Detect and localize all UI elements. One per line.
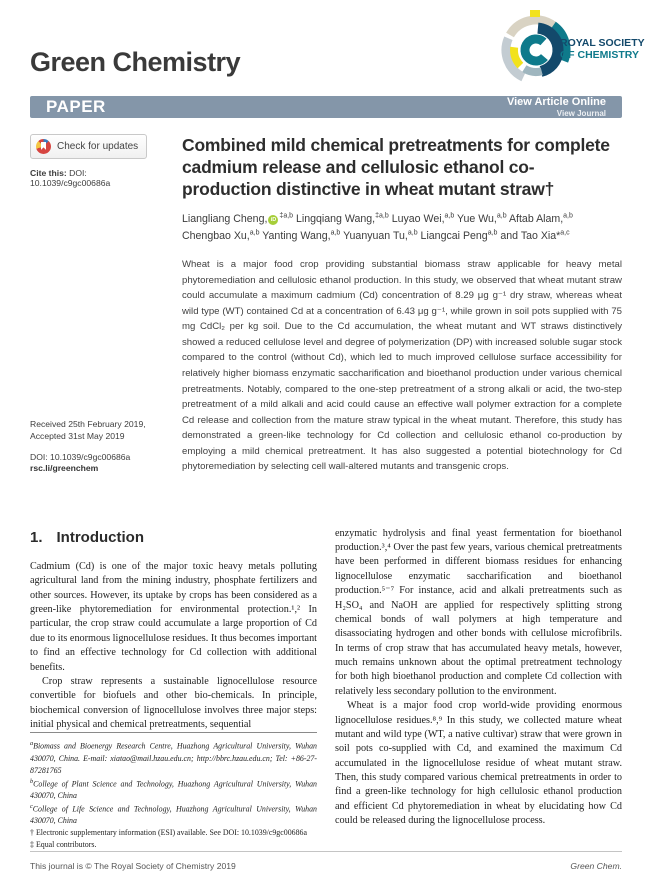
check-for-updates-label: Check for updates [57, 140, 139, 152]
right-column [335, 527, 622, 851]
footnote-affiliation-b: $^b$College of Plant Science and Technology, Huazhong Agricultural University, Wuhan 430070, China [30, 777, 317, 801]
footnote-esi: † Electronic supplementary information (ESI) available. See DOI: 10.1039/c9gc00686a [30, 828, 307, 838]
author: Aftab Alam,$^{a,b}$ [508, 212, 573, 226]
accepted-date: Accepted 31st May 2019 [30, 430, 125, 441]
page-footer [30, 851, 622, 871]
view-article-online-link[interactable]: View Article Online [506, 96, 606, 108]
article-info-sidebar [30, 134, 154, 475]
intro-paragraph-2: Crop straw represents a sustainable lignocellulose resource convertible for biofuels and other bio-chemicals. In principle, biochemical conversion of lignocellulose involves three major steps: initial physical and chemical pretreatments, sequential [30, 675, 317, 730]
footnote-affiliation-c: $^c$College of Life Science and Technology, Huazhong Agricultural University, Wuhan 430070, China [30, 802, 317, 826]
received-date: Received 25th February 2019, [30, 419, 146, 430]
footnotes [30, 732, 317, 851]
footer-copyright: This journal is © The Royal Society of Chemistry 2019 [30, 860, 236, 871]
cite-this-line [30, 168, 154, 188]
author: Liangcai Peng$^{a,b}$ [420, 229, 498, 242]
rsc-logo-text-line1: ROYAL SOCIETY [560, 37, 645, 49]
author: Yanting Wang,$^{a,b}$ [262, 229, 341, 242]
rsc-logo [496, 8, 648, 92]
footer-journal-abbrev: Green Chem. [570, 860, 622, 871]
author-list [182, 211, 622, 244]
cite-this-doi: DOI: 10.1039/c9gc00686a [30, 167, 111, 188]
intro-paragraph-4: Wheat is a major food crop world-wide providing enormous lignocellulose residues.⁸,⁹ In this study, we collected mature wheat mutant and wild type (WT, a native cultivar) straw that were grown in soil pots co-supplied with Cd, and examined the maximum Cd accumulated in the lignocellulose residue of wheat mutant straw. Then, this study compared various chemical pretreatments in order to find a green-like technology for high cellulosic ethanol production and efficient Cd phytoremediation in wheat by elucidating how Cd could be released during the lignocellulose process. [335, 700, 622, 827]
sidebar-bottom [30, 419, 154, 474]
article-head [182, 134, 622, 475]
page-header [0, 0, 652, 78]
author: and Tao Xia*$^{a,c}$ [500, 229, 570, 242]
author: Luyao Wei,$^{a,b}$ [391, 212, 455, 226]
author: Lingqiang Wang,$^{\ddagger a,b}$ [296, 212, 389, 226]
author: Yuanyuan Tu,$^{a,b}$ [343, 229, 418, 242]
abstract: Wheat is a major food crop providing substantial biomass straw applicable for heavy metal phytoremediation and cellulosic ethanol production. In this study, we observed that wheat mutant straw could accumulate a maximum cadmium (Cd) concentration of 8.29 μg g⁻¹ dry straw, whereas wheat wild type (WT) contained Cd at a concentration of 6.43 μg g⁻¹, while grown in soil pots supplied with 75 mg CdCl₂ per kg soil. Due to the Cd accumulation, the wheat mutant and WT straws distinctively showed a reduced cellulose level and degree of polymerization (DP) with increased soluble sugar stock compared to the control (without Cd), which led to much improved cellulose surface accessibility for relatively higher biomass enzymatic saccharification and bioethanol production under various chemical pretreatments. Notably, compared to the one-step pretreatment of a strong alkali or acid, the two-step pretreatment of a mild alkali and acid could cause an effective wall polymer extraction for a complete Cd release and collection from the mature straw typical in the wheat mutant. Therefore, this study has demonstrated a green-like technology for Cd collection and cellulosic ethanol co-production by employing a mild chemical pretreatment. It has also suggested a potential biotechnology for Cd phytoremediation by selecting cell wall-altered mutants and transgenic crops. [182, 259, 622, 473]
orcid-icon[interactable]: iD [268, 215, 278, 225]
article-type-label: PAPER [46, 96, 106, 116]
title-block [30, 134, 622, 475]
sidebar-top [30, 134, 154, 188]
article-type-banner [30, 96, 622, 118]
body-columns [30, 527, 622, 851]
check-for-updates-button[interactable] [30, 134, 147, 159]
intro-paragraph-3: enzymatic hydrolysis and final yeast fermentation for bioethanol production.³,⁴ Over the past few years, various chemical pretreatments have been performed in different biomass residues for enhancing lignocellulose enzymatic saccharification and bioethanol production.⁵⁻⁷ For instance, acid and alkali pretreatments such as H₂SO₄ and NaOH are applied for respectively splitting strong chemical bonds of wall polymers at high temperature and disassociating hydrogen and other bonds with cellulose microfibrils. In terms of crop straw that has accumulated heavy metals, however, much remains unknown about the optimal pretreatment technology for both high bioethanol production and complete Cd collection with relatively less secondary pollution to the environment. [335, 527, 622, 697]
author: Liangliang Cheng, iD$^{\ddagger a,b}$ [182, 212, 294, 226]
journal-link[interactable]: rsc.li/greenchem [30, 463, 99, 474]
section-heading-introduction: 1. Introduction [30, 528, 144, 546]
article-title: Combined mild chemical pretreatments for complete cadmium release and cellulosic ethanol co-production distinctive in wheat mutant straw† [182, 134, 610, 200]
view-journal-link[interactable]: View Journal [556, 108, 606, 118]
footnote-affiliation-a: $^a$Biomass and Bioenergy Research Centre, Huazhong Agricultural University, Wuhan 430070, China. E-mail: xiatao@mail.hzau.edu.cn; http://bbrc.hzau.edu.cn; Tel: +86-27-87281765 [30, 740, 317, 775]
cite-this-label: Cite this: [30, 167, 67, 178]
author: Yue Wu,$^{a,b}$ [457, 212, 507, 226]
footnote-equal-contributors: ‡ Equal contributors. [30, 840, 97, 850]
crossmark-icon [36, 139, 51, 154]
author: Chengbao Xu,$^{a,b}$ [182, 229, 260, 242]
journal-title: Green Chemistry [30, 47, 241, 77]
doi-line: DOI: 10.1039/c9gc00686a [30, 451, 131, 462]
left-column [30, 527, 317, 851]
intro-paragraph-1: Cadmium (Cd) is one of the major toxic heavy metals polluting agricultural land from the mining industry, phosphate fertilizers and other sources. However, its uptake by crops has been considered as a green-like phytoremediation for environmental protection.¹,² In particular, the crop straw could accumulate a large proportion of Cd due to its enormous lignocellulose residues. It thus becomes important to find an effective technology for Cd collection with additional benefits. [30, 560, 317, 673]
rsc-logo-text-line2: OF CHEMISTRY [560, 49, 639, 61]
